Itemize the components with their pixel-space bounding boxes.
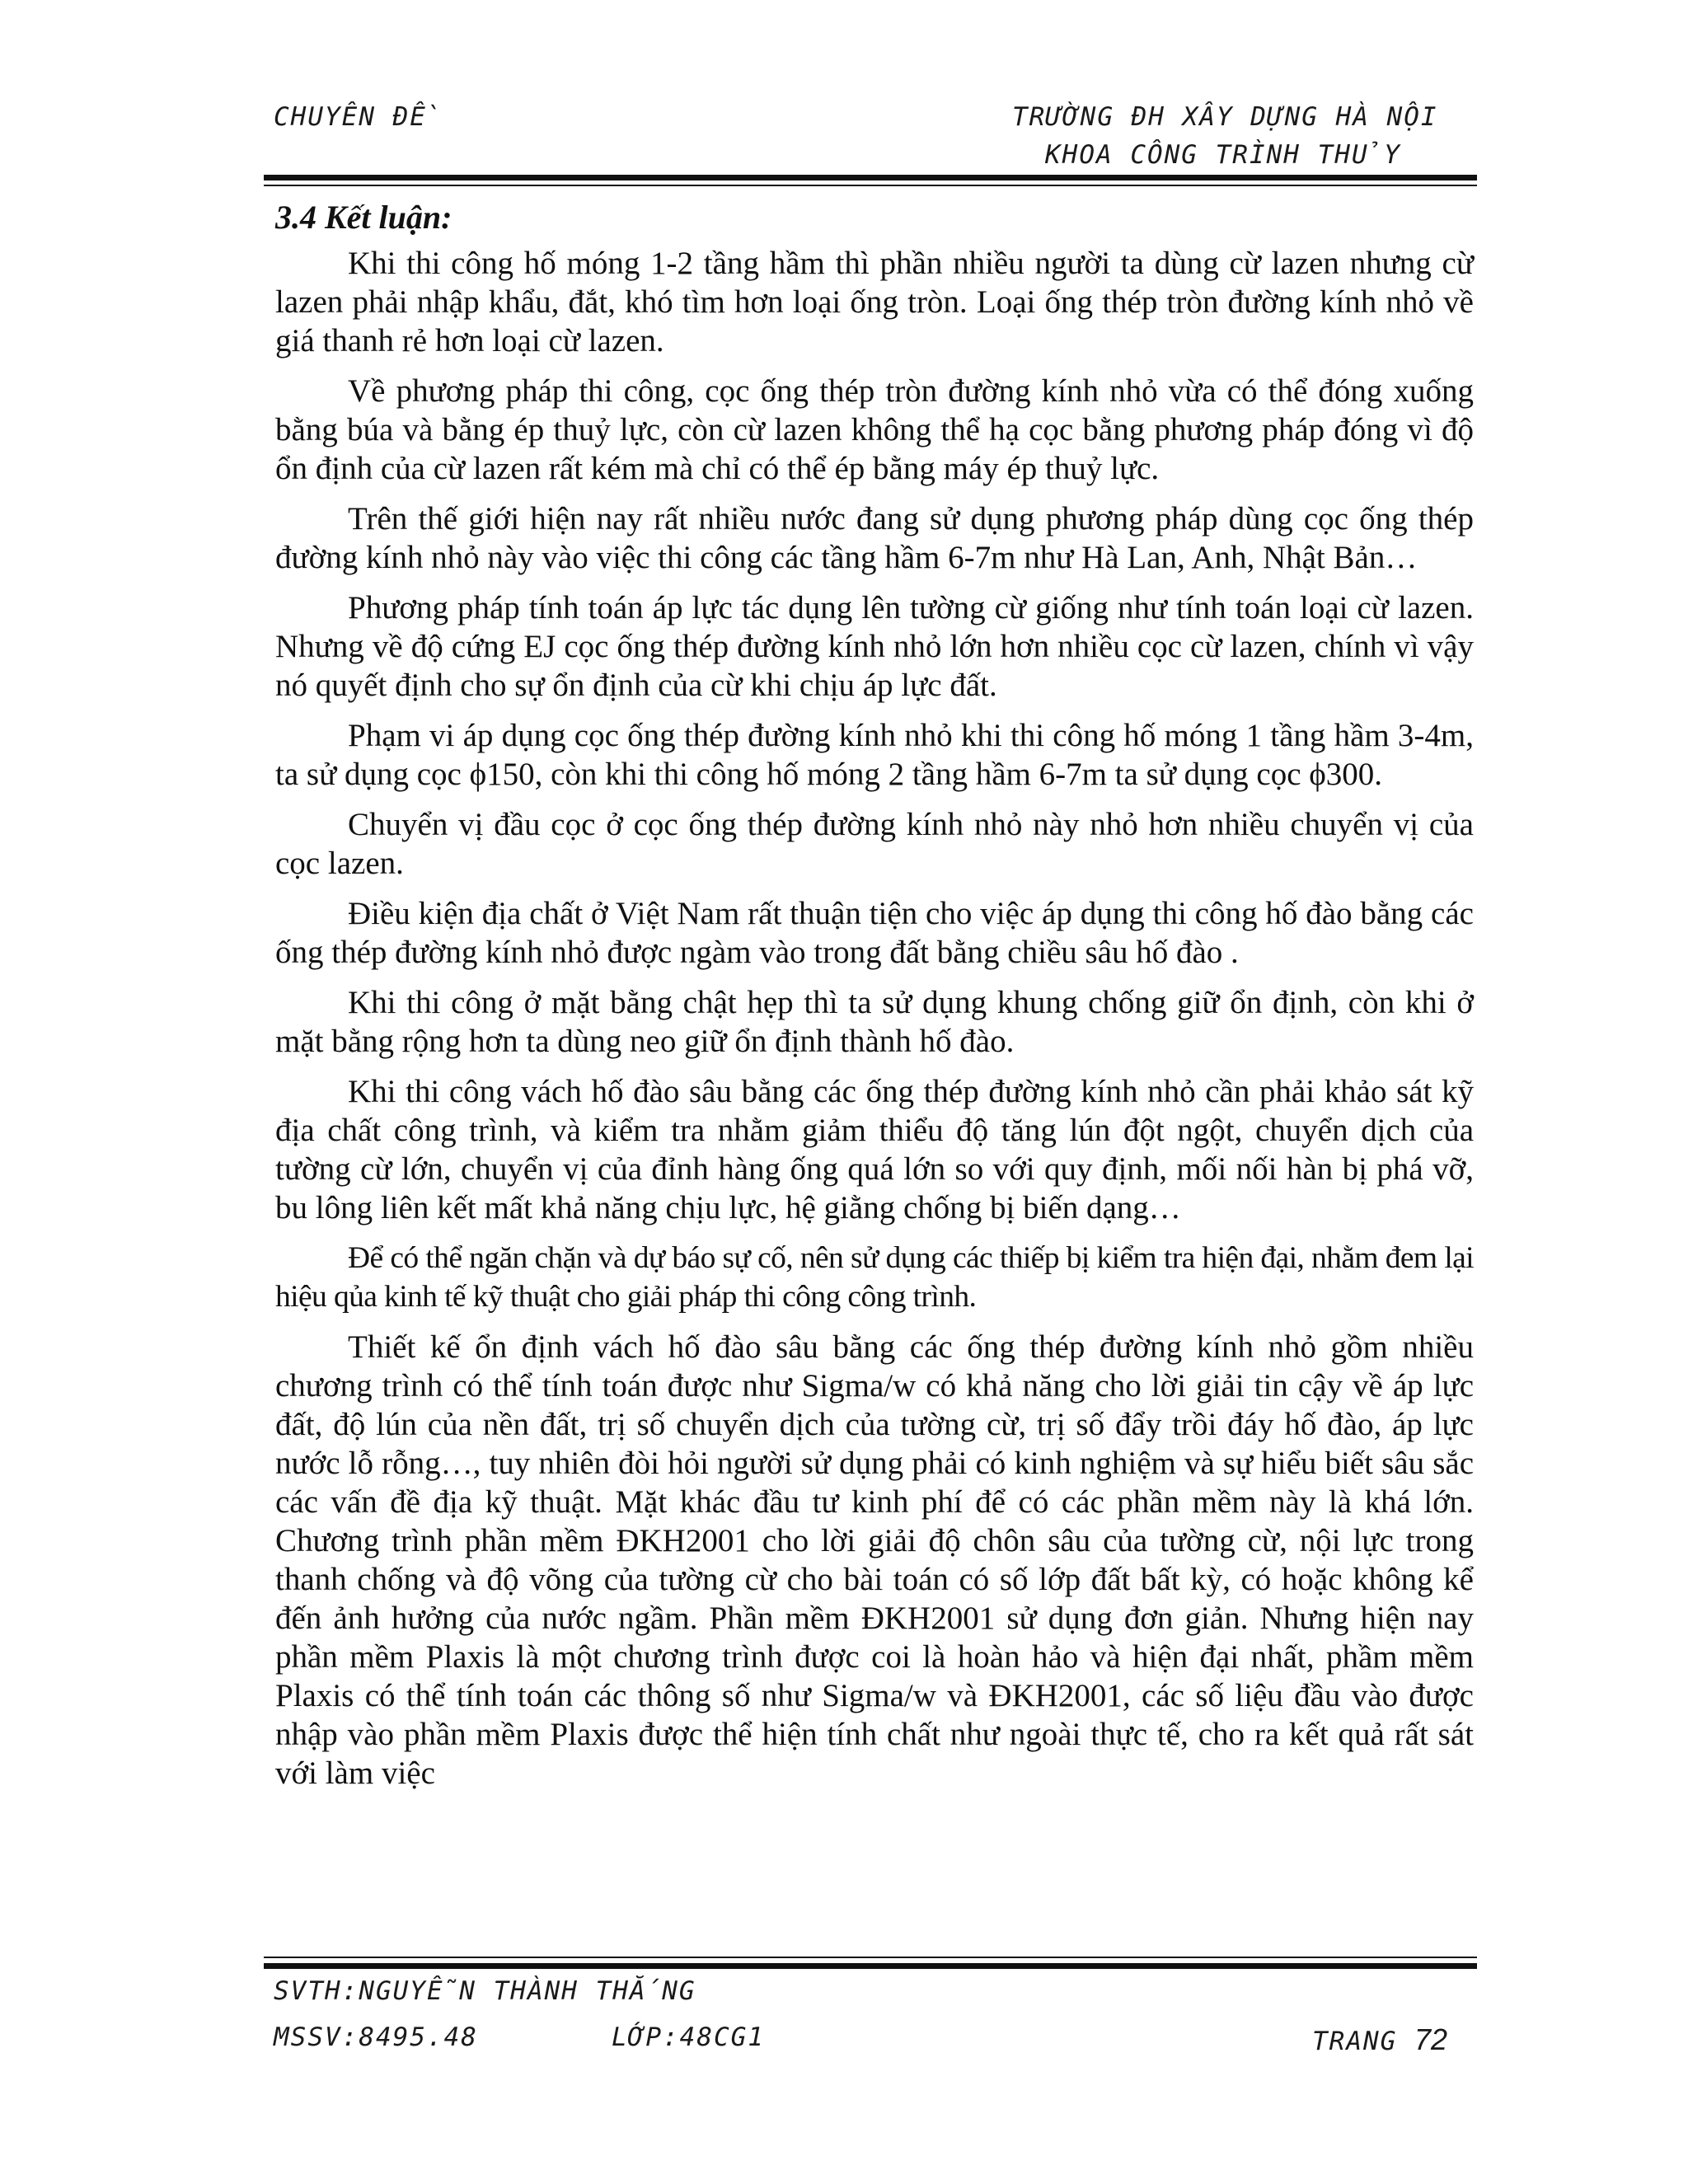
footer-page-number: 72 (1414, 2022, 1448, 2056)
paragraph-2: Về phương pháp thi công, cọc ống thép tròn đường kính nhỏ vừa có thể đóng xuống bằng búa và bằng ép thuỷ lực, còn cừ lazen không thể hạ cọc bằng phương pháp đóng vì độ ổn định của cừ lazen rất kém mà chỉ có thể ép bằng máy ép thuỷ lực. (275, 373, 1474, 486)
paragraph-6: Chuyển vị đầu cọc ở cọc ống thép đường kính nhỏ này nhỏ hơn nhiều chuyển vị của cọc lazen. (275, 807, 1474, 881)
paragraph-9: Khi thi công vách hố đào sâu bằng các ống thép đường kính nhỏ cần phải khảo sát kỹ địa chất công trình, và kiểm tra nhằm giảm thiểu độ tăng lún đột ngột, chuyển dịch của tường cừ lớn, chuyển vị của đỉnh hàng ống quá lớn so với quy định, mối nối hàn bị phá vỡ, bu lông liên kết mất khả năng chịu lực, hệ giằng chống bị biến dạng… (275, 1074, 1474, 1226)
header-faculty: KHOA CÔNG TRÌNH THỦY (1045, 140, 1401, 170)
section-heading: 3.4 Kết luận: (275, 199, 452, 236)
paragraph-10: Để có thể ngăn chặn và dự báo sự cố, nên sử dụng các thiếp bị kiểm tra hiện đại, nhằm đem lại hiệu qủa kinh tế kỹ thuật cho giải pháp thi công công trình. (275, 1241, 1474, 1314)
paragraph-1: Khi thi công hố móng 1-2 tầng hầm thì phần nhiều người ta dùng cừ lazen nhưng cừ lazen phải nhập khẩu, đắt, khó tìm hơn loại ống tròn. Loại ống thép tròn đường kính nhỏ về giá thanh rẻ hơn loại cừ lazen. (275, 246, 1474, 359)
footer-page-label: TRANG (1312, 2027, 1398, 2056)
footer-rule-thin (264, 1957, 1477, 1958)
footer-class: LỚP:48CG1 (612, 2022, 765, 2052)
paragraph-7: Điều kiện địa chất ở Việt Nam rất thuận tiện cho việc áp dụng thi công hố đào bằng các ống thép đường kính nhỏ được ngàm vào trong đất bằng chiều sâu hố đào . (275, 896, 1474, 970)
footer-student-id: MSSV:8495.48 (274, 2022, 478, 2052)
header-rule-thin (264, 185, 1477, 186)
footer-student-name: SVTH:NGUYỄN THÀNH THẮNG (274, 1976, 696, 2006)
paragraph-11: Thiết kế ổn định vách hố đào sâu bằng các ống thép đường kính nhỏ gồm nhiều chương trình có thể tính toán được như Sigma/w có khả năng cho lời giải tin cậy về áp lực đất, độ lún của nền đất, trị số chuyển dịch của tường cừ, trị số đẩy trồi đáy hố đào, áp lực nước lỗ rỗng…, tuy nhiên đòi hỏi người sử dụng phải có kinh nghiệm và sự hiểu biết sâu sắc các vấn đề địa kỹ thuật. Mặt khác đầu tư kinh phí để có các phần mềm này là khá lớn. Chương trình phần mềm ĐKH2001 cho lời giải độ chôn sâu của tường cừ, nội lực trong thanh chống và độ võng của tường cừ cho bài toán có số lớp đất bất kỳ, có hoặc không kể đến ảnh hưởng của nước ngầm. Phần mềm ĐKH2001 sử dụng đơn giản. Nhưng hiện nay phần mềm Plaxis là một chương trình được coi là hoàn hảo và hiện đại nhất, phầm mềm Plaxis có thể tính toán các thông số như Sigma/w và ĐKH2001, các số liệu đầu vào được nhập vào phần mềm Plaxis được thể hiện tính chất như ngoài thực tế, cho ra kết quả rất sát với làm việc (275, 1329, 1474, 1791)
footer-rule-thick (264, 1963, 1477, 1969)
page-body (275, 194, 1474, 1804)
paragraph-4: Phương pháp tính toán áp lực tác dụng lên tường cừ giống như tính toán loại cừ lazen. Nhưng về độ cứng EJ cọc ống thép đường kính nhỏ lớn hơn nhiều cọc cừ lazen, chính vì vậy nó quyết định cho sự ổn định của cừ khi chịu áp lực đất. (275, 590, 1474, 703)
footer-page (1312, 2022, 1447, 2057)
header-university: TRƯỜNG ĐH XÂY DỰNG HÀ NỘI (1012, 102, 1438, 132)
paragraph-8: Khi thi công ở mặt bằng chật hẹp thì ta sử dụng khung chống giữ ổn định, còn khi ở mặt bằng rộng hơn ta dùng neo giữ ổn định thành hố đào. (275, 985, 1474, 1059)
paragraph-3: Trên thế giới hiện nay rất nhiều nước đang sử dụng phương pháp dùng cọc ống thép đường kính nhỏ này vào việc thi công các tầng hầm 6-7m như Hà Lan, Anh, Nhật Bản… (275, 501, 1474, 575)
header-course-label: CHUYÊN ĐỀ (274, 102, 443, 132)
paragraph-5: Phạm vi áp dụng cọc ống thép đường kính nhỏ khi thi công hố móng 1 tầng hầm 3-4m, ta sử dụng cọc ϕ150, còn khi thi công hố móng 2 tầng hầm 6-7m ta sử dụng cọc ϕ300. (275, 718, 1474, 792)
header-rule-thick (264, 175, 1477, 180)
